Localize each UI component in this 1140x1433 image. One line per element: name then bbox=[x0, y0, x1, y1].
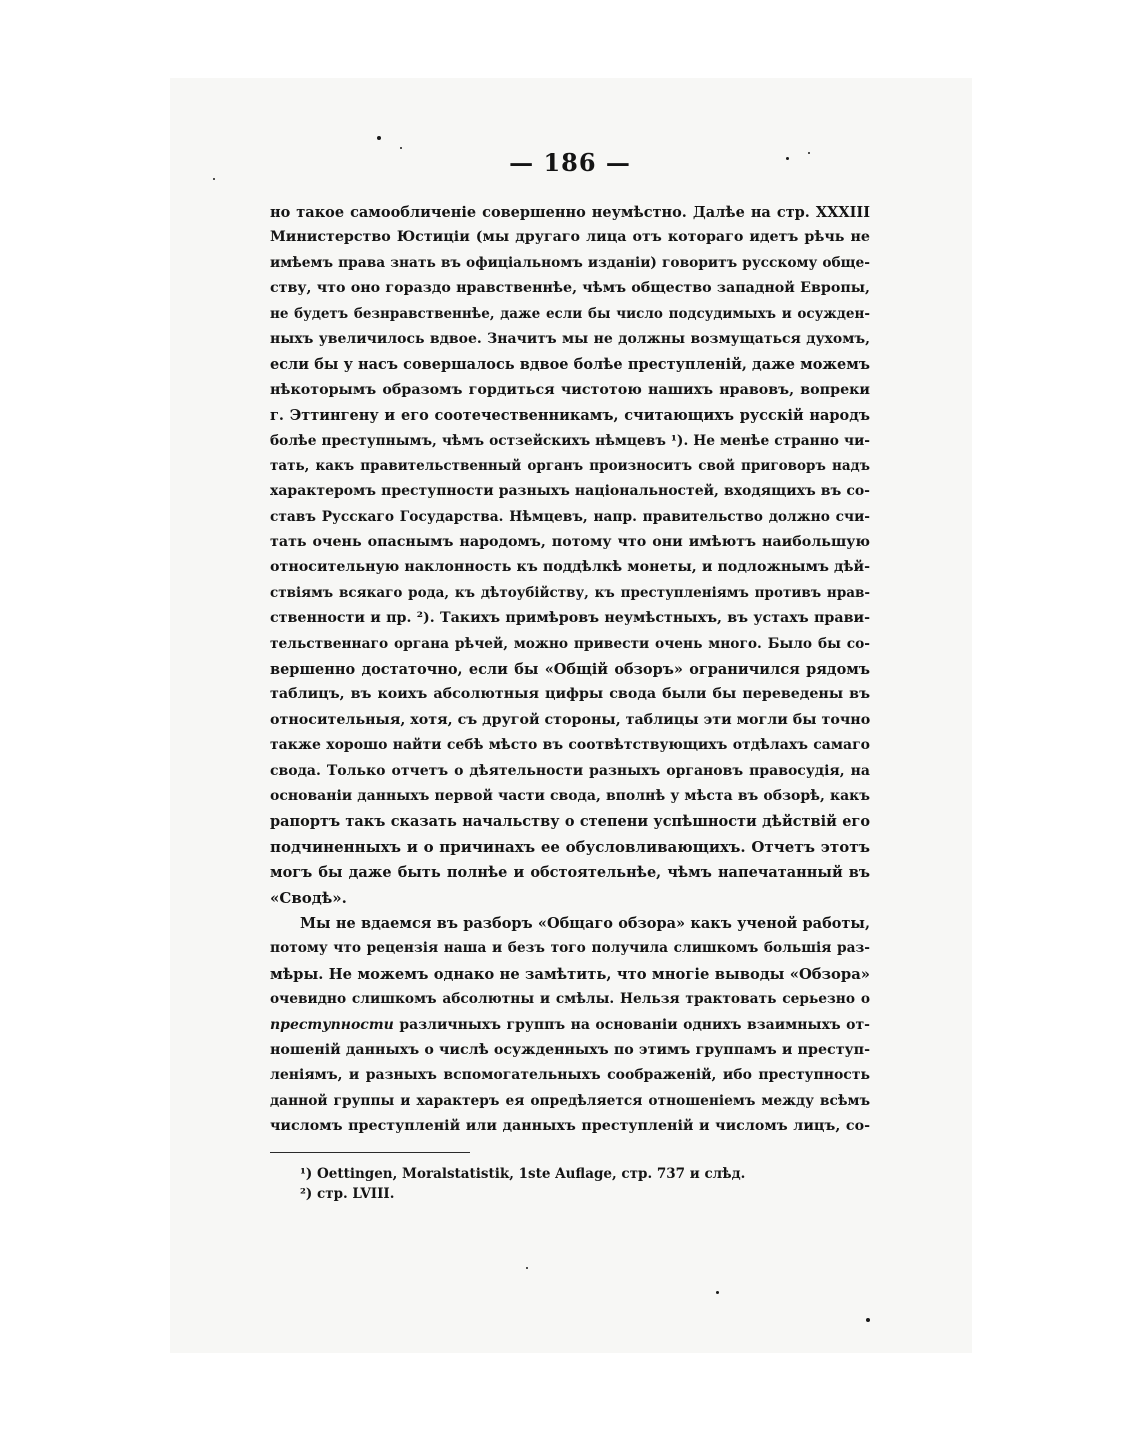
footnote-divider bbox=[270, 1152, 470, 1153]
footnote-1 bbox=[300, 1164, 860, 1184]
footnote-text: Oettingen, Moralstatistik, 1ste Auflage, стр. 737 и слѣд. bbox=[312, 1166, 746, 1182]
text-line: ственности и пр. ²). Такихъ примѣровъ неумѣстныхъ, въ устахъ прави- bbox=[270, 610, 870, 627]
text-line: могъ бы даже быть полнѣе и обстоятельнѣе, чѣмъ напечатанный въ bbox=[270, 864, 870, 882]
footnote-mark: ²) bbox=[300, 1186, 313, 1202]
text-line: нѣкоторымъ образомъ гордиться чистотою нашихъ нравовъ, вопреки bbox=[270, 381, 870, 398]
text-line: вершенно достаточно, если бы «Общій обзоръ» ограничился рядомъ bbox=[270, 661, 870, 679]
text-line: ставъ Русскаго Государства. Нѣмцевъ, напр. правительство должно счи- bbox=[270, 508, 870, 525]
text-line: свода. Только отчетъ о дѣятельности разныхъ органовъ правосудія, на bbox=[270, 762, 870, 779]
text-line: «Сводѣ». bbox=[270, 888, 347, 907]
text-line-rest: различныхъ группъ на основаніи однихъ взаимныхъ от- bbox=[393, 1016, 870, 1033]
text-line: ныхъ увеличилось вдвое. Значитъ мы не должны возмущаться духомъ, bbox=[270, 330, 870, 347]
text-line: тать очень опаснымъ народомъ, потому что они имѣютъ наибольшую bbox=[270, 534, 870, 551]
text-line: мѣры. Не можемъ однако не замѣтить, что многіе выводы «Обзора» bbox=[270, 965, 870, 983]
text-line: ношеній данныхъ о числѣ осужденныхъ по этимъ группамъ и преступ- bbox=[270, 1041, 870, 1058]
text-line: числомъ преступленій или данныхъ преступленій и числомъ лицъ, со- bbox=[270, 1118, 870, 1135]
footnotes bbox=[300, 1164, 860, 1204]
paragraph-1 bbox=[270, 200, 870, 911]
text-line: болѣе преступнымъ, чѣмъ остзейскихъ нѣмцевъ ¹). Не менѣе странно чи- bbox=[270, 432, 870, 449]
text-line: г. Эттингену и его соотечественникамъ, считающихъ русскій народъ bbox=[270, 407, 870, 425]
paragraph-2 bbox=[270, 911, 870, 1140]
text-line: основаніи данныхъ первой части свода, вполнѣ у мѣста въ обзорѣ, какъ bbox=[270, 787, 870, 804]
text-line: очевидно слишкомъ абсолютны и смѣлы. Нельзя трактовать серьезно о bbox=[270, 991, 870, 1008]
scan-speck bbox=[716, 1291, 719, 1294]
text-line: относительную наклонность къ поддѣлкѣ монеты, и подложнымъ дѣй- bbox=[270, 559, 870, 576]
scan-speck bbox=[526, 1267, 528, 1269]
text-line-with-emphasis bbox=[270, 1013, 870, 1038]
text-line: имѣемъ права знать въ офиціальномъ изданіи) говоритъ русскому обще- bbox=[270, 254, 870, 271]
text-line: Министерство Юстиціи (мы другаго лица отъ котораго идетъ рѣчь не bbox=[270, 229, 870, 246]
footnote-mark: ¹) bbox=[300, 1166, 313, 1182]
page-number: — 186 — bbox=[509, 148, 631, 177]
scan-speck bbox=[377, 136, 381, 140]
scan-speck bbox=[866, 1318, 870, 1322]
text-line: леніямъ, и разныхъ вспомогательныхъ соображеній, ибо преступность bbox=[270, 1067, 870, 1084]
scan-speck bbox=[213, 178, 215, 180]
text-line: тельственнаго органа рѣчей, можно привести очень много. Было бы со- bbox=[270, 635, 870, 652]
text-line: рапортъ такъ сказать начальству о степени успѣшности дѣйствій его bbox=[270, 813, 870, 831]
text-line: потому что рецензія наша и безъ того получила слишкомъ большія раз- bbox=[270, 940, 870, 957]
text-line: если бы у насъ совершалось вдвое болѣе преступленій, даже можемъ bbox=[270, 356, 870, 374]
text-line: ствіямъ всякаго рода, къ дѣтоубійству, къ преступленіямъ противъ нрав- bbox=[270, 584, 870, 601]
text-line: Мы не вдаемся въ разборъ «Общаго обзора» какъ ученой работы, bbox=[300, 914, 870, 932]
text-line: ству, что оно гораздо нравственнѣе, чѣмъ общество западной Европы, bbox=[270, 280, 870, 297]
text-line: относительныя, хотя, съ другой стороны, таблицы эти могли бы точно bbox=[270, 711, 871, 728]
emphasized-word: преступности bbox=[270, 1016, 394, 1033]
body-text bbox=[270, 200, 870, 1139]
footnote-2 bbox=[300, 1184, 860, 1204]
text-line: данной группы и характеръ ея опредѣляется отношеніемъ между всѣмъ bbox=[270, 1092, 870, 1109]
footnote-text: стр. LVIII. bbox=[312, 1186, 395, 1202]
text-line: также хорошо найти себѣ мѣсто въ соотвѣтствующихъ отдѣлахъ самаго bbox=[270, 737, 870, 754]
text-line: не будетъ безнравственнѣе, даже если бы число подсудимыхъ и осужден- bbox=[270, 305, 870, 322]
text-line: характеромъ преступности разныхъ національностей, входящихъ въ со- bbox=[270, 483, 870, 500]
text-line: таблицъ, въ коихъ абсолютныя цифры свода были бы переведены въ bbox=[270, 686, 870, 703]
text-line: тать, какъ правительственный органъ произноситъ свой приговоръ надъ bbox=[270, 457, 870, 474]
text-line: подчиненныхъ и о причинахъ ее обусловливающихъ. Отчетъ этотъ bbox=[270, 837, 870, 856]
text-line: но такое самообличеніе совершенно неумѣстно. Далѣе на стр. XXXIII bbox=[270, 204, 870, 221]
